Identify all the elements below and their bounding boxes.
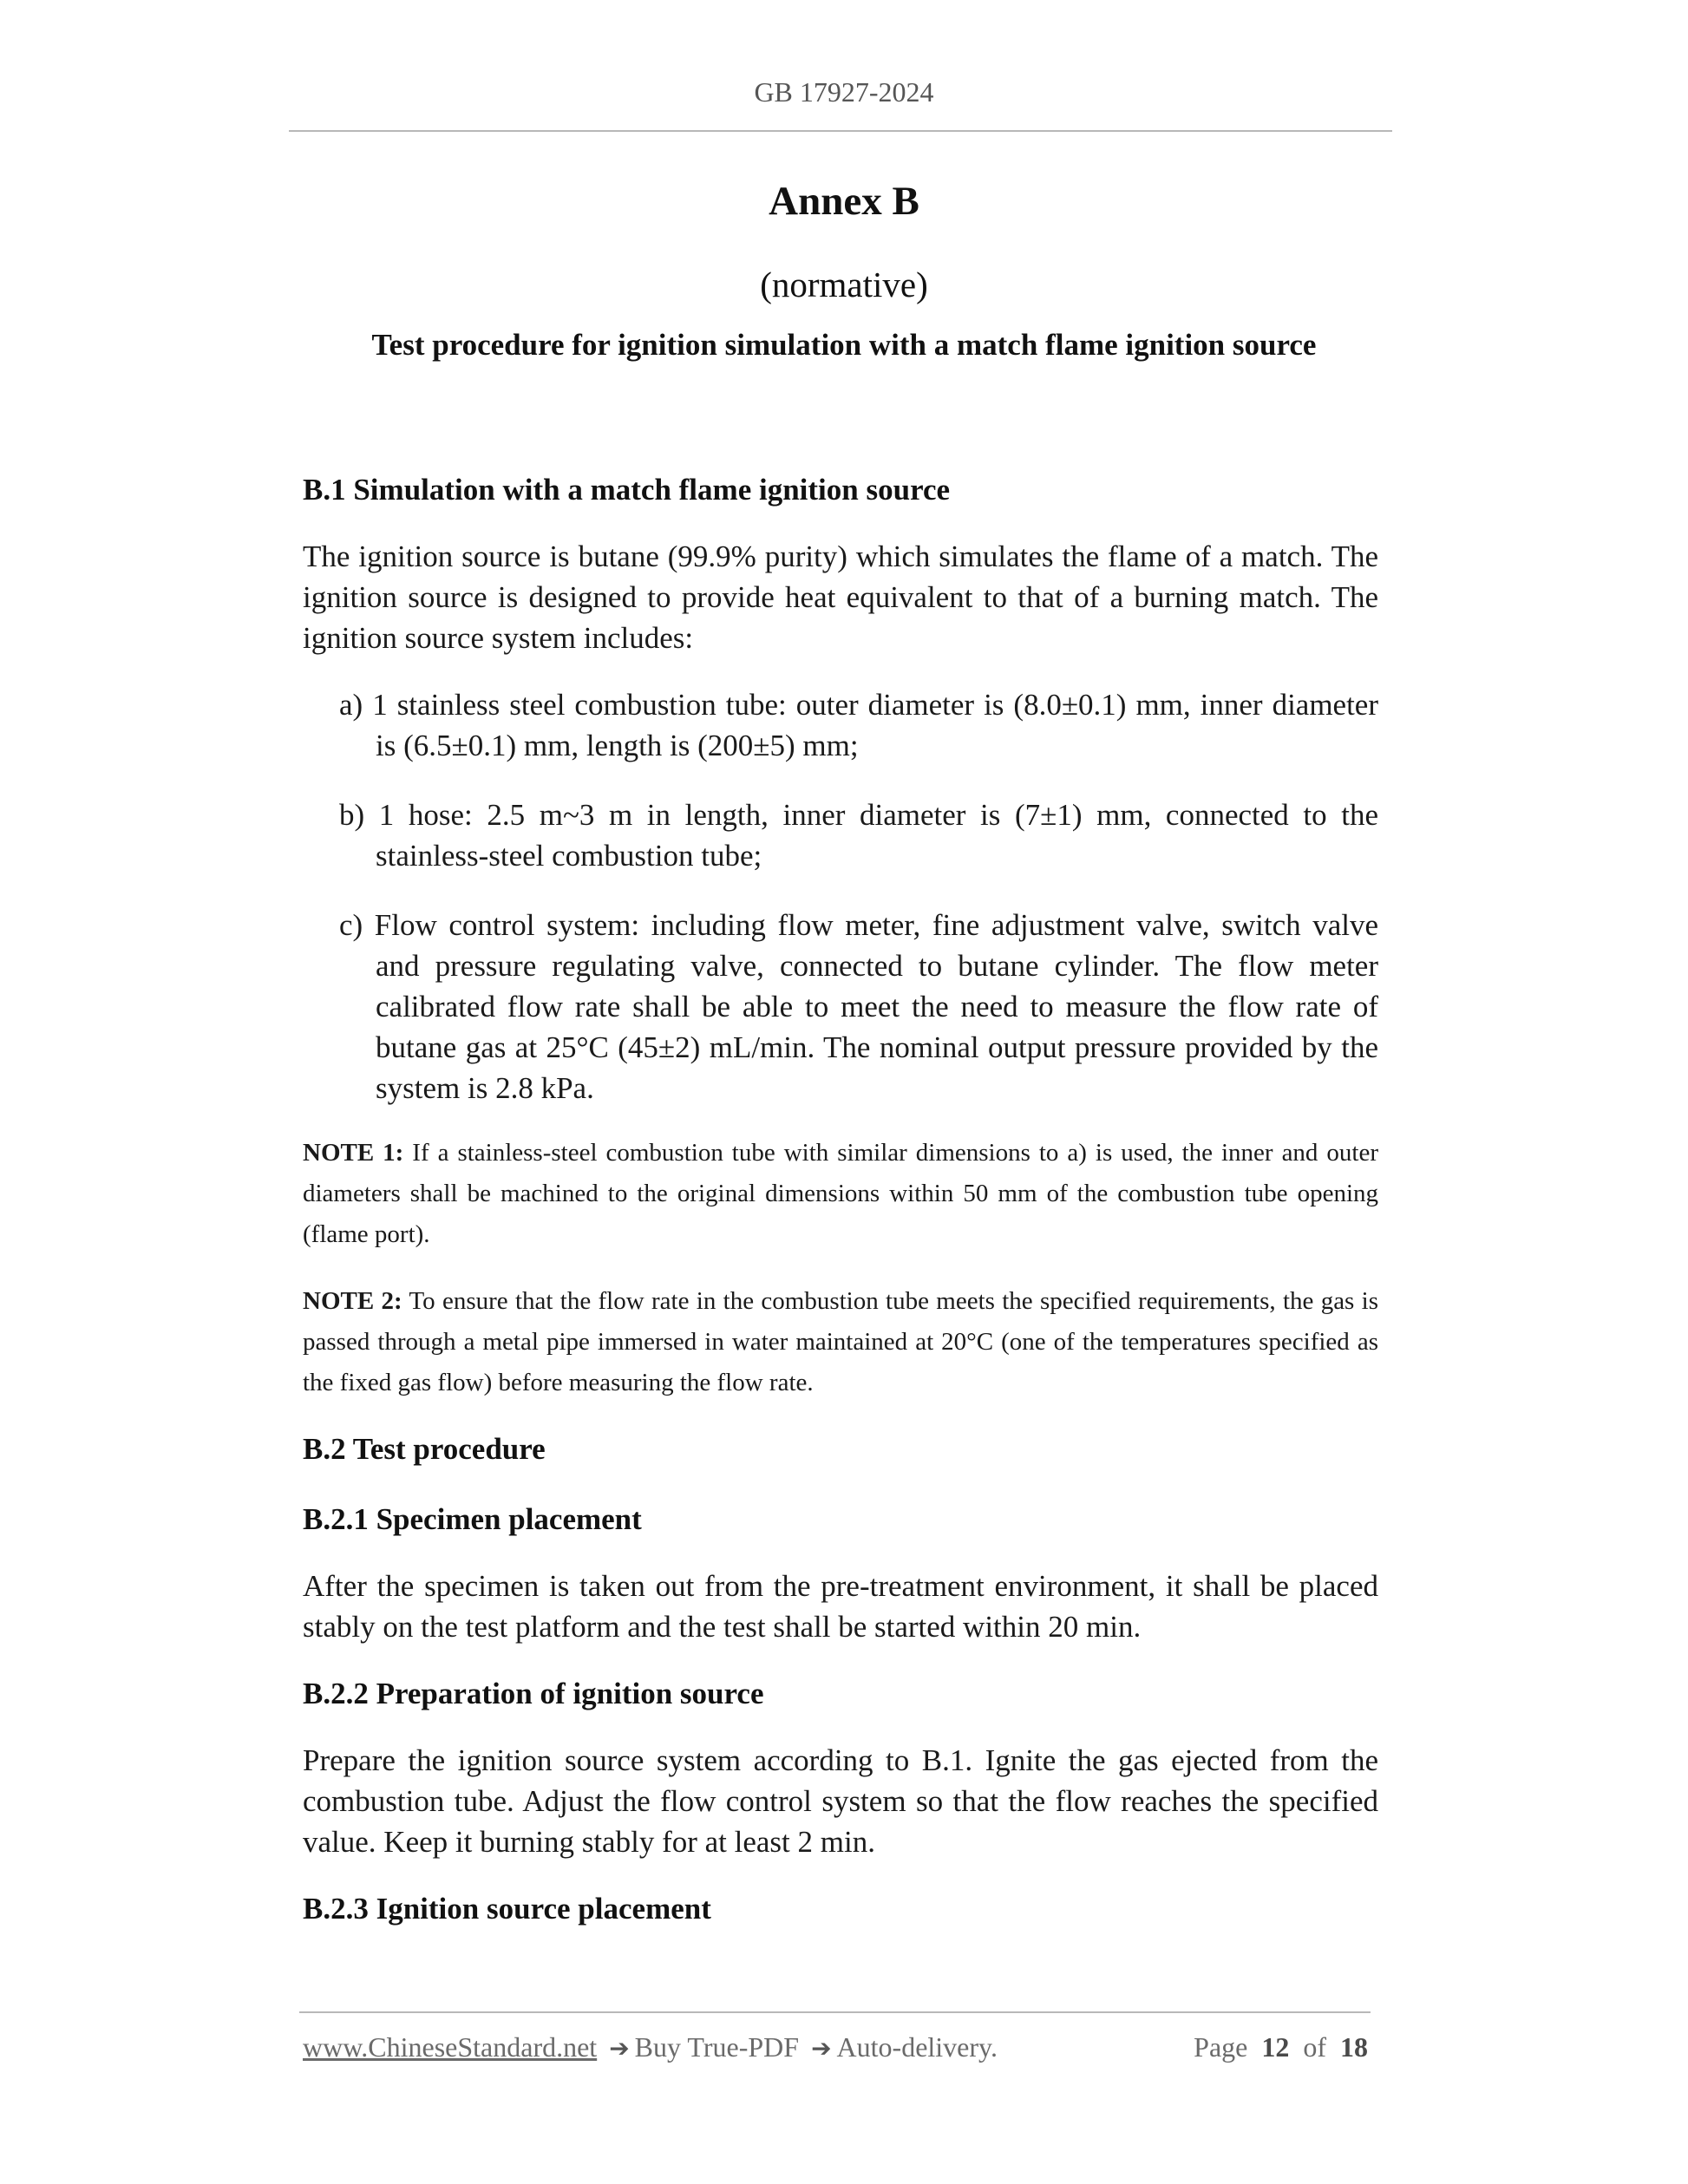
list-item-a: a) 1 stainless steel combustion tube: outer diameter is (8.0±0.1) mm, inner diameter is (6.5±0.1) mm, length is (200±5) mm; bbox=[339, 688, 1378, 762]
auto-delivery-text: Auto-delivery. bbox=[836, 2031, 998, 2063]
note-2 bbox=[303, 1281, 1378, 1403]
page-footer bbox=[303, 2031, 1378, 2071]
site-link[interactable]: www.ChineseStandard.net bbox=[303, 2031, 598, 2063]
annex-title: Annex B bbox=[769, 179, 919, 224]
page-current: 12 bbox=[1261, 2031, 1290, 2063]
page-total: 18 bbox=[1340, 2031, 1368, 2063]
document-body bbox=[303, 467, 1378, 1932]
header-divider bbox=[289, 130, 1392, 132]
page-label: Page bbox=[1194, 2031, 1248, 2063]
annex-subtitle: (normative) bbox=[760, 265, 928, 304]
annex-heading: Test procedure for ignition simulation with a match flame ignition source bbox=[371, 328, 1317, 362]
arrow-right-icon: ➔ bbox=[609, 2034, 630, 2063]
section-b1-intro: The ignition source is butane (99.9% purity) which simulates the flame of a match. The ignition source is designed to provide heat equivalent to that of a burning match. The ignition source system includes: bbox=[303, 539, 1378, 655]
list-item-b: b) 1 hose: 2.5 m~3 m in length, inner diameter is (7±1) mm, connected to the stainless-steel combustion tube; bbox=[339, 798, 1378, 873]
note-2-label: NOTE 2: bbox=[303, 1287, 402, 1315]
section-b1-heading: B.1 Simulation with a match flame ignition source bbox=[303, 473, 951, 507]
list-item-c: c) Flow control system: including flow meter, fine adjustment valve, switch valve and pressure regulating valve, connected to butane cylinder. The flow meter calibrated flow rate shall be able to meet the need to measure the flow rate of butane gas at 25°C (45±2) mL/min. The nominal output pressure provided by the system is 2.8 kPa. bbox=[339, 908, 1378, 1105]
arrow-right-icon: ➔ bbox=[811, 2034, 832, 2063]
footer-links bbox=[303, 2031, 998, 2063]
footer-divider bbox=[299, 2011, 1371, 2013]
document-code: GB 17927-2024 bbox=[754, 76, 934, 108]
note-1 bbox=[303, 1133, 1378, 1255]
section-b21-text: After the specimen is taken out from the pre-treatment environment, it shall be placed stably on the test platform and the test shall be started within 20 min. bbox=[303, 1569, 1378, 1644]
note-2-text: To ensure that the flow rate in the combustion tube meets the specified requirements, the gas is passed through a metal pipe immersed in water maintained at 20°C (one of the temperatures specified as the fixed gas flow) before measuring the flow rate. bbox=[303, 1287, 1379, 1396]
section-b21-heading: B.2.1 Specimen placement bbox=[303, 1502, 642, 1536]
page-of-label: of bbox=[1303, 2031, 1326, 2063]
note-1-text: If a stainless-steel combustion tube with similar dimensions to a) is used, the inner and outer diameters shall be machined to the original dimensions within 50 mm of the combustion tube opening (flame port). bbox=[303, 1139, 1378, 1248]
section-b22-heading: B.2.2 Preparation of ignition source bbox=[303, 1677, 764, 1710]
section-b2-heading: B.2 Test procedure bbox=[303, 1432, 546, 1466]
note-1-label: NOTE 1: bbox=[303, 1139, 404, 1167]
section-b23-heading: B.2.3 Ignition source placement bbox=[303, 1892, 711, 1926]
page-indicator bbox=[1194, 2031, 1368, 2063]
buy-pdf-text: Buy True-PDF bbox=[634, 2031, 800, 2063]
section-b22-text: Prepare the ignition source system according to B.1. Ignite the gas ejected from the combustion tube. Adjust the flow control system so that the flow reaches the specified value. Keep it burning stably for at least 2 min. bbox=[303, 1743, 1378, 1859]
